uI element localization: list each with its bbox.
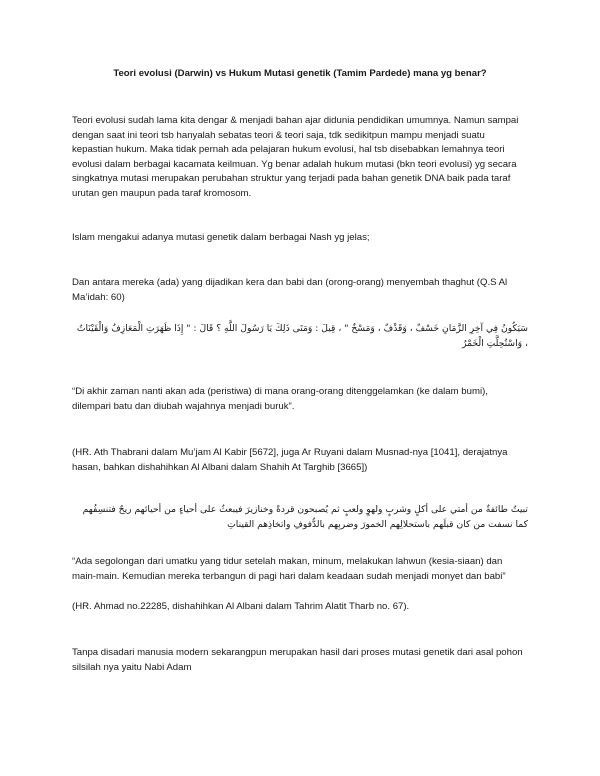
hadith-1-source: (HR. Ath Thabrani dalam Mu’jam Al Kabir [5672], juga Ar Ruyani dalam Musnad-nya [1041], derajatnya hasan, bahkan dishahihkan Al Albani dalam Shahih At Targhib [3665]) bbox=[72, 447, 508, 473]
document-title: Teori evolusi (Darwin) vs Hukum Mutasi genetik (Tamim Pardede) mana yg benar? bbox=[113, 68, 487, 79]
conclusion-paragraph: Tanpa disadari manusia modern sekarangpun merupakan hasil dari proses mutasi genetik dari asal pohon silsilah nya yaitu Nabi Adam bbox=[72, 647, 523, 673]
arabic-hadith-1: سَيَكُونُ فِي آخِرِ الزَّمَانِ خَسْفٌ ، وَقَذْفٌ ، وَمَسْخٌ " ، قِيلَ : وَمَتَى ذَلِكَ يَا رَسُولَ اللَّهِ ؟ قَالَ : " إِذَا ظَهَرَتِ الْمَعَازِفُ وَالْقَيْنَاتُ ، وَاسْتُحِلَّتِ الْخَمْرُ bbox=[76, 323, 528, 349]
hadith-2-translation: “Ada segolongan dari umatku yang tidur setelah makan, minum, melakukan lahwun (kesia-siaan) dan main-main. Kemudian mereka terbangun di pagi hari dalam keadaan sudah menjadi monyet dan babi” bbox=[72, 556, 506, 582]
quran-quote-paragraph: Dan antara mereka (ada) yang dijadikan kera dan babi dan (orong-orang) menyembah thaghut (Q.S Al Ma’idah: 60) bbox=[72, 277, 508, 303]
hadith-2-source: (HR. Ahmad no.22285, dishahihkan Al Albani dalam Tahrim Alatit Tharb no. 67). bbox=[72, 601, 410, 612]
islam-statement-paragraph: Islam mengakui adanya mutasi genetik dalam berbagai Nash yg jelas; bbox=[72, 232, 370, 243]
arabic-hadith-2: تبيتُ طائفةٌ من أمتي على أكلٍ وشربٍ ولهوٍ ولعبٍ ثم يُصبحون قردةً وخنازيرَ فيبعثُ على أحياءٍ من أحيائهم ريحٌ فتنسِفُهم كما نسفت من كان قبلَهم باستحلالِهم الخمورَ وضربِهم بالدُّفوفِ واتخاذِهم القيناتِ bbox=[82, 504, 528, 530]
hadith-1-translation: “Di akhir zaman nanti akan ada (peristiwa) di mana orang-orang ditenggelamkan (ke dalam bumi), dilempari batu dan diubah wajahnya menjadi buruk”. bbox=[72, 386, 488, 412]
intro-paragraph: Teori evolusi sudah lama kita dengar & menjadi bahan ajar didunia pendidikan umumnya. Namun sampai dengan saat ini teori tsb hanyalah sebatas teori & teori saja, tdk sedikitpun mampu menjadi suatu kepastian hukum. Maka tidak pernah ada pelajaran hukum evolusi, hal tsb disebabkan lemahnya teori evolusi dalam berbagai kacamata keilmuan. Yg benar adalah hukum mutasi (bkn teori evolusi) yg secara singkatnya mutasi merupakan perubahan struktur yang terjadi pada bahan genetik DNA baik pada taraf urutan gen maupun pada taraf kromosom. bbox=[72, 115, 519, 199]
